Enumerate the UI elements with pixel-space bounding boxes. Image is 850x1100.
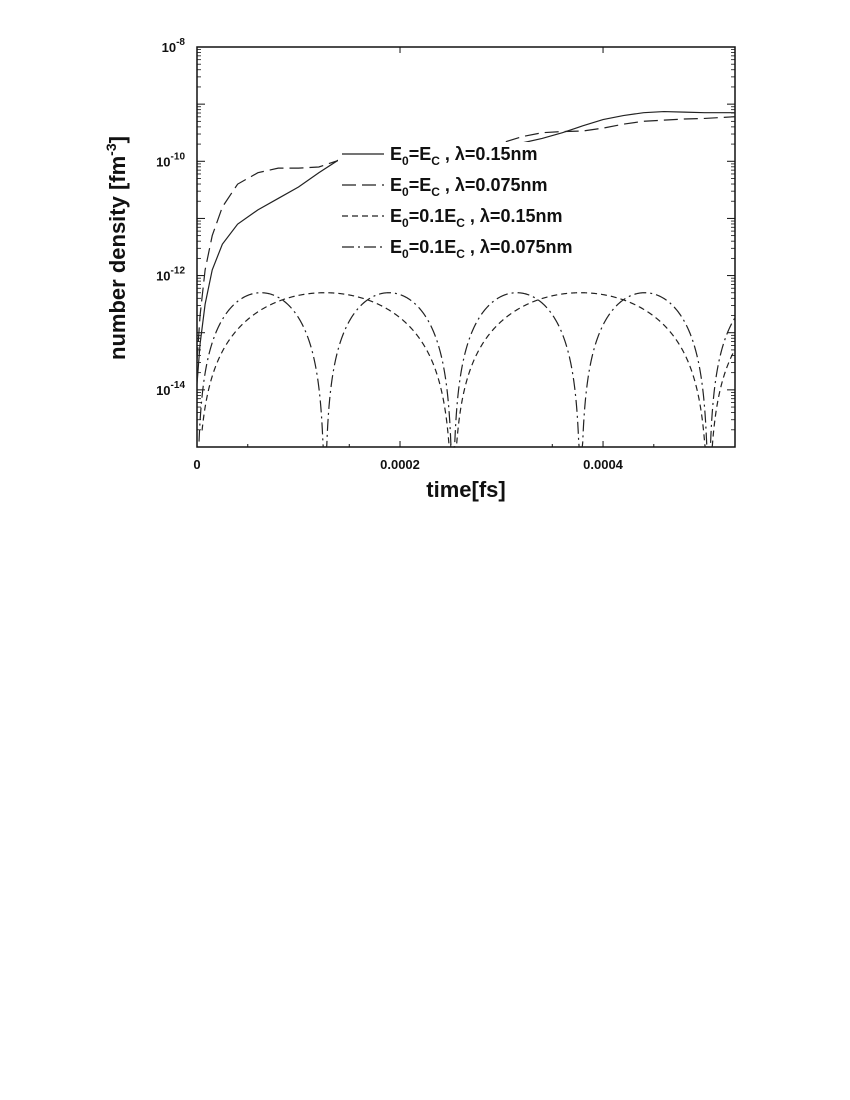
legend-label: $E_0=0.1E_C$ , λ=0.075nm (390, 237, 573, 261)
y-tick-label: $10^{-14}$ (156, 379, 185, 398)
x-axis-label: time[fs] (426, 477, 506, 502)
series-line-4 (199, 293, 735, 447)
series-line-3 (202, 293, 735, 447)
y-tick-label: $10^{-8}$ (161, 37, 185, 55)
legend-label: $E_0=E_C$ , λ=0.075nm (390, 175, 548, 199)
x-tick-label: 0.0004 (583, 457, 623, 472)
x-tick-label: 0.0002 (380, 457, 420, 472)
legend-label: $E_0=E_C$ , λ=0.15nm (390, 144, 538, 168)
y-axis-label-superscript: -3 (103, 143, 119, 156)
legend (338, 142, 648, 261)
y-axis-label-close: ] (105, 136, 130, 144)
y-tick-label: $10^{-10}$ (156, 151, 185, 170)
y-axis-label: number density $[fm^{-3}]$ (103, 136, 130, 360)
legend-label: $E_0=0.1E_C$ , λ=0.15nm (390, 206, 563, 230)
y-tick-label: $10^{-12}$ (156, 265, 185, 284)
x-tick-label: 0 (193, 457, 201, 472)
